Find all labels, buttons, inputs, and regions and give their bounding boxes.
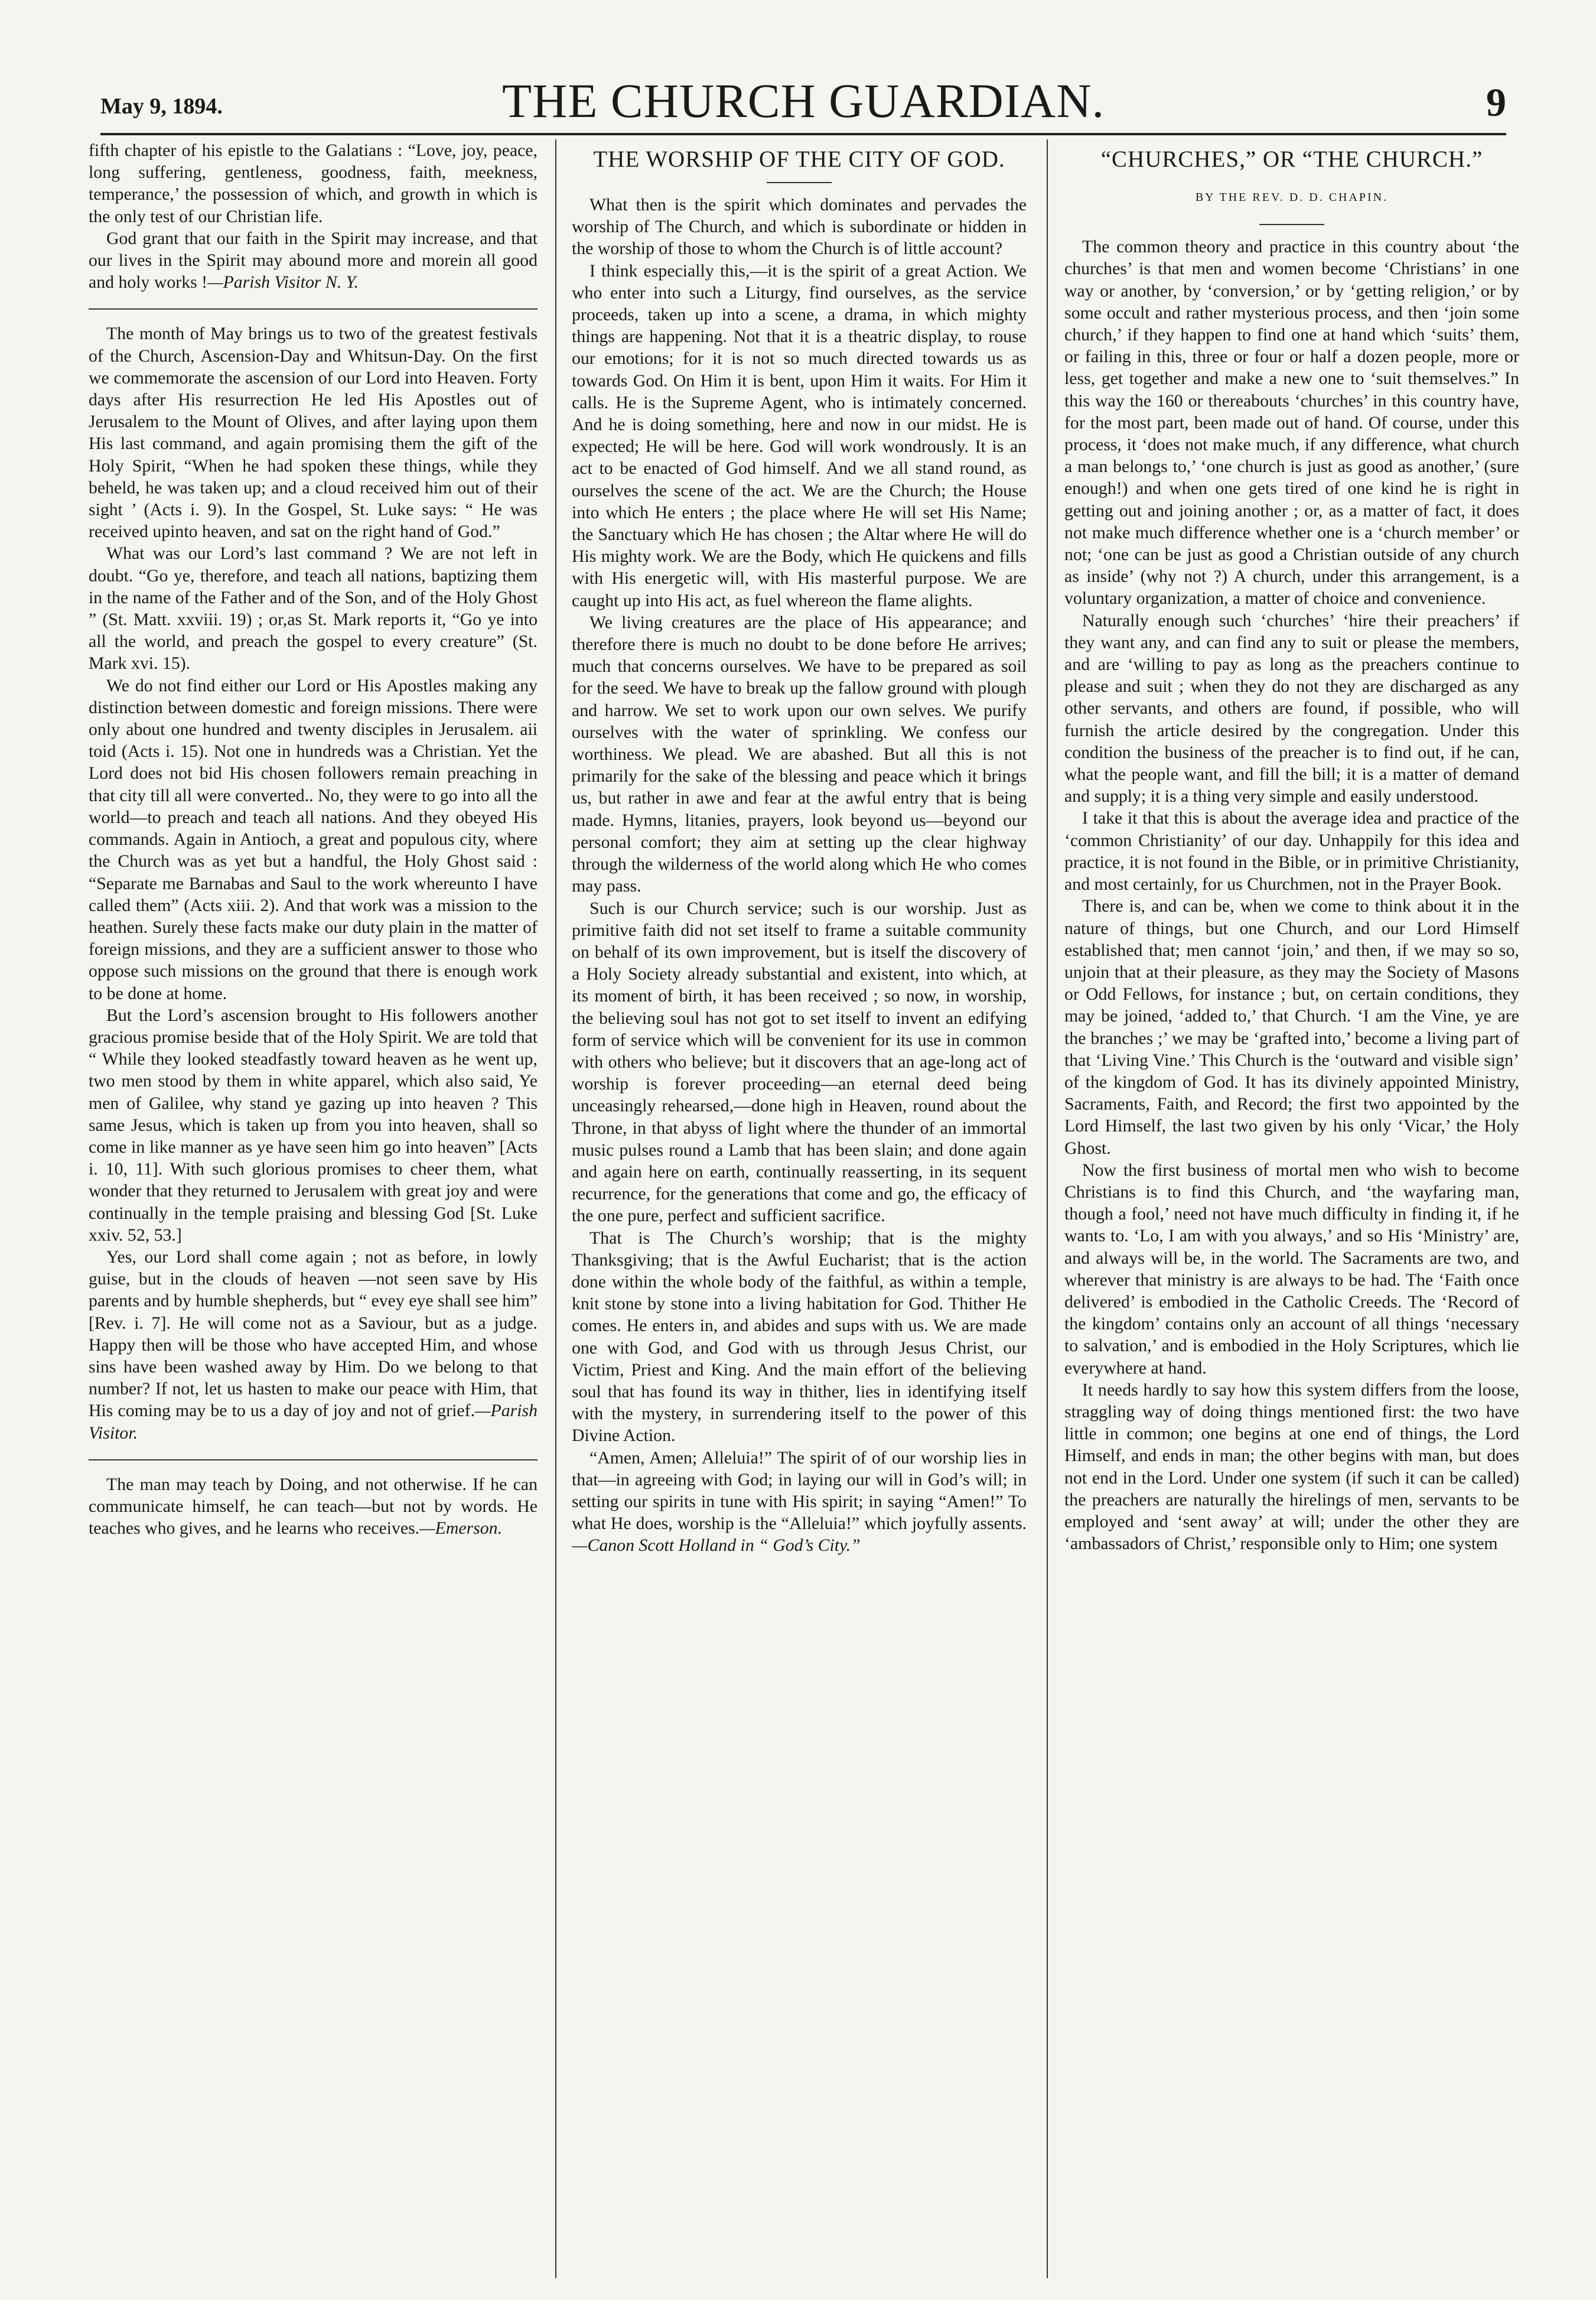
paragraph: The common theory and practice in this country about ‘the churches’ is that men and women become ‘Christians’ in one way or another, by ‘conversion,’ or by ‘getting religion,’ or by some occult and rather mysterious process, and then ‘join some church,’ if they happen to find one at hand which ‘suits’ them, or failing in this, three or four or half a dozen people, more or less, get together and make a new one to ‘suit themselves.” In this way the 160 or thereabouts ‘churches’ in this country have, for the most part, been made out of hand. Of course, under this process, it ‘does not make much, if any difference, what church a man belongs to,’ ‘one church is just as good as another,’ (sure enough!) and when one gets tired of one kind he is right in getting out and joining another ; or, as a matter of fact, it does not make much difference whether one is a ‘church member’ or not; ‘one can be just as good a Christian outside of any church as inside’ (why not ?) A church, under this arrangement, is a voluntary organization, a matter of choice and convenience. — [1064, 237, 1519, 609]
attribution: —Parish Visitor. — [89, 1401, 538, 1443]
column-2 — [572, 139, 1027, 2284]
article-heading: THE WORSHIP OF THE CITY OF GOD. — [593, 147, 1005, 172]
byline: BY THE REV. D. D. CHAPIN. — [1195, 191, 1389, 204]
paragraph: That is The Church’s worship; that is the mighty Thanksgiving; that is the Awful Eucharist; that is the action done within the whole body of the faithful, as within a temple, knit stone by stone into a living habitation for God. Thither He comes. He enters in, and abides and sups with us. We are made one with God, and God with us through Jesus Christ, our Victim, Priest and King. And the main effort of the believing soul that has found its way in thither, lies in identifying itself with the mystery, in surrendering itself to the power of this Divine Action. — [572, 1228, 1027, 1446]
paragraph: The month of May brings us to two of the greatest festivals of the Church, Ascension-Day and Whitsun-Day. On the first we commemorate the ascension of our Lord into Heaven. Forty days after His resurrection He led His Apostles out of Jerusalem to the Mount of Olives, and after laying upon them His last command, and again promising them the gift of the Holy Spirit, “When he had spoken these things, while they beheld, he was taken up; and a cloud received him out of their sight ’ (Acts i. 9). In the Gospel, St. Luke says: “ He was received upinto heaven, and sat on the right hand of God.” — [89, 324, 538, 542]
paragraph: Such is our Church service; such is our worship. Just as primitive faith did not set itself to frame a suitable community on behalf of its own improvement, but is itself the discovery of a Holy Society already substantial and existent, into which, at its moment of birth, it has been received ; so now, in worship, the believing soul has not got to set itself to invent an edifying form of service which will be convenient for its use in common with others who believe; but it discovers that an age-long act of worship is forever proceeding—an eternal deed being unceasingly rehearsed,—done high in Heaven, round about the Throne, in that abyss of light where the thunder of an immortal music pulses round a Lamb that has been slain; and done again and again here on earth, continually reasserting, in its sequent recurrence, for the generations that come and go, the efficacy of the one pure, perfect and sufficient sacrifice. — [572, 898, 1027, 1226]
column-3 — [1064, 139, 1519, 2284]
paragraph: fifth chapter of his epistle to the Galatians : “Love, joy, peace, long suffering, gentleness, goodness, faith, meekness, temperance,’ the possession of which, and growth in which is the only test of our Christian life. — [89, 141, 538, 226]
attribution: —Emerson. — [419, 1518, 503, 1538]
attribution: —Canon Scott Holland in “ God’s City.” — [572, 1535, 861, 1556]
issue-date: May 9, 1894. — [100, 94, 223, 119]
paragraph: I think especially this,—it is the spirit of a great Action. We who enter into such a Liturgy, find ourselves, as the service proceeds, taken up into a scene, a drama, in which mighty things are happening. Not that it is a theatric display, to rouse our emotions; for it is not so much directed towards us as towards God. On Him it is bent, upon Him it waits. For Him it calls. He is the Supreme Agent, who is intimately concerned. And he is doing something, here and now in our midst. He is expected; He will be here. God will work wondrously. It is an act to be enacted of God himself. And we all stand round, as ourselves the scene of the act. We are the Church; the House into which He enters ; the place where He will set His Name; the Sanctuary which He has chosen ; the Altar where He will do His mighty work. We are the Body, which He quickens and fills with His energetic will, with His masterful purpose. We are caught up into His act, as fuel whereon the flame alights. — [572, 261, 1027, 610]
paragraph: Now the first business of mortal men who wish to become Christians is to find this Church, and ‘the wayfaring man, though a fool,’ need not have much difficulty in finding it, if he wants to. ‘Lo, I am with you always,’ and so His ‘Ministry’ are, and always will be, in the world. The Sacraments are two, and wherever that ministry is are always to be had. The ‘Faith once delivered’ is embodied in the Catholic Creeds. The ‘Record of the kingdom’ contains only an account of all things ‘necessary to salvation,’ and is embodied in the Holy Scriptures, which lie everywhere at hand. — [1064, 1160, 1519, 1378]
heading-rule — [1259, 224, 1324, 225]
heading-rule — [767, 182, 832, 183]
paragraph: But the Lord’s ascension brought to His followers another gracious promise beside that of the Holy Spirit. We are told that “ While they looked steadfastly toward heaven as he went up, two men stood by them in white apparel, which also said, Ye men of Galilee, why stand ye gazing up into heaven ? This same Jesus, which is taken up from you into heaven, shall so come in like manner as ye have seen him go into heaven” [Acts i. 10, 11]. With such glorious promises to cheer them, what wonder that they returned to Jerusalem with great joy and were continually in the temple praising and blessing God [St. Luke xxiv. 52, 53.] — [89, 1005, 538, 1245]
paragraph: We do not find either our Lord or His Apostles making any distinction between domestic and foreign missions. There were only about one hundred and twenty disciples in Jerusalem. aii toid (Acts i. 15). Not one in hundreds was a Christian. Yet the Lord does not bid His chosen followers remain preaching in that city till all were converted.. No, they were to go into all the world—to preach and teach all nations. And they obeyed His commands. Again in Antioch, a great and populous city, where the Church was as yet but a handful, the Holy Ghost said : “Separate me Barnabas and Saul to the work whereunto I have called them” (Acts xiii. 2). And that work was a mission to the heathen. Surely these facts make our duty plain in the matter of foreign missions, and they are a sufficient answer to those who oppose such missions on the ground that there is enough work to be done at home. — [89, 675, 538, 1003]
paragraph: I take it that this is about the average idea and practice of the ‘common Christianity’ of our day. Unhappily for this idea and practice, it is not found in the Bible, or in primitive Christianity, and most certainly, for us Churchmen, not in the Prayer Book. — [1064, 808, 1519, 894]
article-separator — [89, 308, 538, 310]
masthead — [100, 70, 1506, 135]
masthead-rule — [100, 133, 1506, 135]
page-number: 9 — [1486, 80, 1506, 125]
paragraph: We living creatures are the place of His appearance; and therefore there is much no doubt to be done before He arrives; much that concerns ourselves. We have to be prepared as soil for the seed. We have to break up the fallow ground with plough and harrow. We set to work upon our own selves. We purify ourselves with the water of sprinkling. We confess our worthiness. We plead. We are abashed. But all this is not primarily for the sake of the blessing and peace which it brings us, but rather in awe and fear at the awful entry that is being made. Hymns, litanies, prayers, look beyond us—beyond our personal comfort; they aim at setting up the clear highway through the wilderness of the world along which He who comes may pass. — [572, 612, 1027, 896]
newspaper-title: THE CHURCH GUARDIAN. — [502, 74, 1105, 128]
attribution: —Parish Visitor N. Y. — [207, 272, 359, 292]
article-heading: “CHURCHES,” OR “THE CHURCH.” — [1100, 147, 1483, 172]
column-1 — [89, 139, 538, 2284]
paragraph: Naturally enough such ‘churches’ ‘hire their preachers’ if they want any, and can find any to suit or please the members, and are ‘willing to pay as long as the preachers continue to please and suit ; when they do not they are discharged as any other servants, and others are found, if possible, who will furnish the article desired by the congregation. Under this condition the business of the preacher is to find out, if he can, what the people want, and fill the bill; it is a matter of demand and supply; it is a thing very simple and easily understood. — [1064, 610, 1519, 806]
paragraph: Yes, our Lord shall come again ; not as before, in lowly guise, but in the clouds of heaven —not seen save by His parents and by humble shepherds, but “ evey eye shall see him” [Rev. i. 7]. He will come not as a Saviour, but as a judge. Happy then will be those who have accepted Him, and whose sins have been washed away by Him. Do we belong to that number? If not, let us hasten to make our peace with Him, that His coming may be to us a day of joy and not of grief.—Parish Visitor. — [89, 1247, 538, 1443]
paragraph: What was our Lord’s last command ? We are not left in doubt. “Go ye, therefore, and teach all nations, baptizing them in the name of the Father and of the Son, and of the Holy Ghost ” (St. Matt. xxviii. 19) ; or,as St. Mark reports it, “Go ye into all the world, and preach the gospel to every creature” (St. Mark xvi. 15). — [89, 544, 538, 674]
article-separator — [89, 1459, 538, 1460]
paragraph: The man may teach by Doing, and not otherwise. If he can communicate himself, he can teach—but not by words. He teaches who gives, and he learns who receives.—Emerson. — [89, 1474, 538, 1538]
paragraph: “Amen, Amen; Alleluia!” The spirit of of our worship lies in that—in agreeing with God; in laying our will in God’s will; in setting our spirits in tune with His spirit; in saying “Amen!” To what He does, worship is the “Alleluia!” which joyfully assents.—Canon Scott Holland in “ God’s City.” — [572, 1447, 1027, 1556]
paragraph: God grant that our faith in the Spirit may increase, and that our lives in the Spirit may abound more and morein all good and holy works !—Parish Visitor N. Y. — [89, 228, 538, 292]
paragraph: What then is the spirit which dominates and pervades the worship of The Church, and which is subordinate or hidden in the worship of those to whom the Church is of little account? — [572, 195, 1027, 259]
paragraph: There is, and can be, when we come to think about it in the nature of things, but one Church, and our Lord Himself established that; men cannot ‘join,’ and then, if we may so so, unjoin that at their pleasure, as they may the Society of Masons or Odd Fellows, for instance ; but, on certain conditions, they may be joined, ‘added to,’ that Church. ‘I am the Vine, ye are the branches ;’ we may be ‘grafted into,’ become a living part of that ‘Living Vine.’ This Church is the ‘outward and visible sign’ of the kingdom of God. It has its divinely appointed Ministry, Sacraments, Faith, and Record; the first two appointed by the Lord Himself, the last two given by his only ‘Vicar,’ the Holy Ghost. — [1064, 896, 1519, 1158]
paragraph: It needs hardly to say how this system differs from the loose, straggling way of doing things mentioned first: the two have little in common; one begins at one end of things, the Lord Himself, and ends in man; the other begins with man, but does not end in the Lord. Under one system (if such it can be called) the preachers are naturally the hirelings of men, servants to be employed and ‘sent away’ at will; under the other they are ‘ambassadors of Christ,’ responsible only to Him; one system — [1064, 1380, 1519, 1554]
column-divider — [555, 139, 556, 2278]
column-divider — [1047, 139, 1048, 2278]
